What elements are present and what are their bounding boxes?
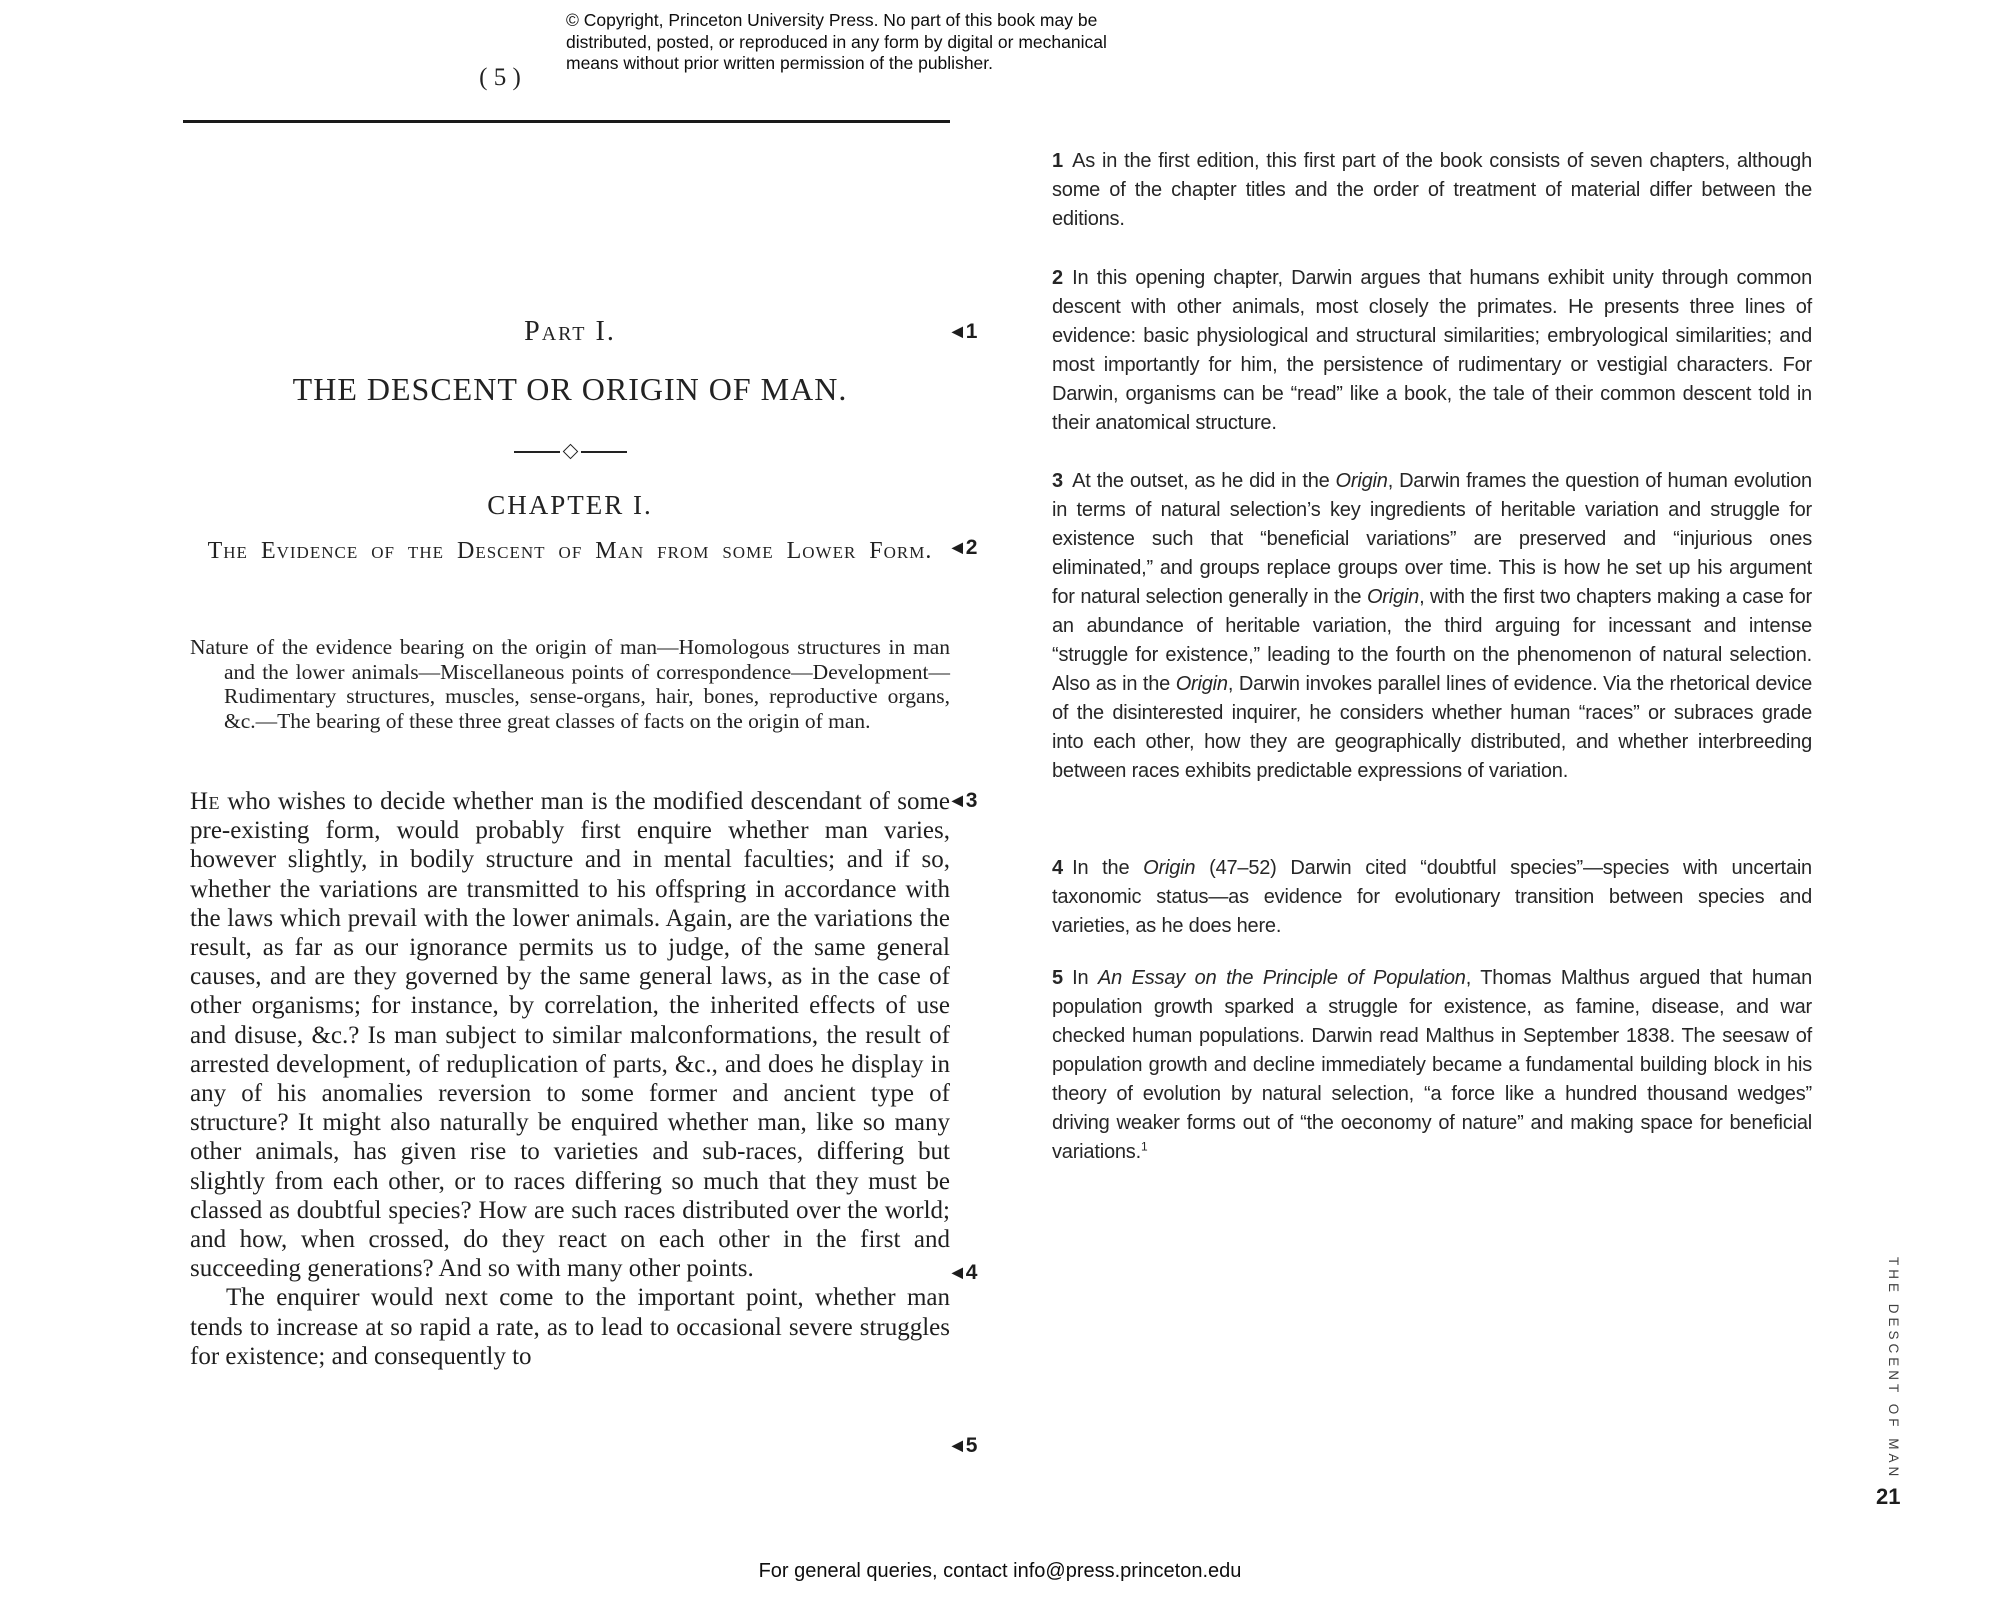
marker-number: 1 xyxy=(965,320,978,343)
annotation-marker-4 xyxy=(952,1261,1022,1285)
copyright-line: © Copyright, Princeton University Press. No part of this book may be xyxy=(566,10,1098,30)
marker-number: 3 xyxy=(965,789,978,812)
copyright-line: distributed, posted, or reproduced in any form by digital or mechanical xyxy=(566,31,1107,52)
divider-line xyxy=(514,451,560,453)
annotations-column xyxy=(1052,0,1812,1600)
body-paragraph-1 xyxy=(190,787,950,1283)
annotation-4 xyxy=(1052,854,1812,941)
annotation-number: 4 xyxy=(1052,857,1064,879)
annotation-1 xyxy=(1052,147,1812,234)
annotation-marker-1 xyxy=(952,320,1022,344)
footer-contact: For general queries, contact info@press.princeton.edu xyxy=(758,1560,1242,1582)
left-triangle-icon: ◀ xyxy=(952,1437,963,1453)
book-text-column xyxy=(190,0,950,1600)
smallcaps-lead: He xyxy=(190,788,221,815)
annotation-marker-2 xyxy=(952,536,1022,560)
chapter-subtitle: The Evidence of the Descent of Man from some Lower Form. xyxy=(207,538,933,564)
annotation-marker-5 xyxy=(952,1434,1022,1458)
left-triangle-icon: ◀ xyxy=(952,539,963,555)
left-triangle-icon: ◀ xyxy=(952,792,963,808)
annotation-number: 1 xyxy=(1052,150,1064,172)
annotation-text: In An Essay on the Principle of Population, Thomas Malthus argued that human population growth sparked a struggle for existence, as famine, disease, and war checked human populations. Darwin read Malthus in September 1838. The seesaw of population growth and decline immediately became a fundamental building block in his theory of evolution by natural selection, “a force like a hundred thousand wedges” driving weaker forms out of “the oeconomy of nature” and making space for beneficial variations.$^1$ xyxy=(1052,967,1812,1163)
original-page-number: ( 5 ) xyxy=(479,64,521,91)
annotation-text: In the Origin (47–52) Darwin cited “doubtful species”—species with uncertain taxonomic status—as evidence for evolutionary transition between species and varieties, as he does here. xyxy=(1052,857,1812,937)
chapter-summary: Nature of the evidence bearing on the origin of man—Homologous structures in man and the lower animals—Miscellaneous points of correspondence—Development—Rudimentary structures, muscles, sense-organs, hair, bones, reproductive organs, &c.—The bearing of these three great classes of facts on the origin of man. xyxy=(190,635,950,733)
annotation-2 xyxy=(1052,264,1812,438)
paragraph-text: who wishes to decide whether man is the modified descendant of some pre-existing form, would probably first enquire whether man varies, however slightly, in bodily structure and in mental faculties; and if so, whether the variations are transmitted to his offspring in accordance with the laws which prevail with the lower animals. Again, are the variations the result, as far as our ignorance permits us to judge, of the same general causes, and are they governed by the same general laws, as in the case of other organisms; for instance, by correlation, the inherited effects of use and disuse, &c.? Is man subject to similar malconformations, the result of arrested development, of reduplication of parts, &c., and does he display in any of his anomalies reversion to some former and ancient type of structure? It might also naturally be enquired whether man, like so many other animals, has given rise to varieties and sub-races, differing but slightly from each other, or to races differing so much that they must be classed as doubtful species? How are such races distributed over the world; and how, when crossed, do they react on each other in the first and succeeding generations? And so with many other points. xyxy=(190,788,950,1283)
annotation-text: As in the first edition, this first part of the book consists of seven chapters, although some of the chapter titles and the order of treatment of material differ between the editions. xyxy=(1052,150,1812,230)
book-title: THE DESCENT OR ORIGIN OF MAN. xyxy=(292,371,848,407)
marker-number: 2 xyxy=(965,536,978,559)
annotation-marker-3 xyxy=(952,789,1022,813)
annotation-text: In this opening chapter, Darwin argues that humans exhibit unity through common descent with other animals, most closely the primates. He presents three lines of evidence: basic physiological and structural similarities; embryological similarities; and most importantly for him, the persistence of rudimentary or vestigial characters. For Darwin, organisms can be “read” like a book, the tale of their common descent told in their anatomical structure. xyxy=(1052,267,1812,434)
copyright-line: means without prior written permission of the publisher. xyxy=(566,53,994,73)
marker-number: 4 xyxy=(965,1261,978,1284)
marker-number: 5 xyxy=(965,1434,978,1457)
diamond-icon xyxy=(562,444,578,460)
annotation-number: 2 xyxy=(1052,267,1064,289)
chapter-body xyxy=(190,787,950,1371)
divider-line xyxy=(581,451,627,453)
left-triangle-icon: ◀ xyxy=(952,323,963,339)
annotation-5 xyxy=(1052,964,1812,1167)
chapter-title: CHAPTER I. xyxy=(487,490,653,520)
annotation-3 xyxy=(1052,467,1812,786)
part-title: Part I. xyxy=(524,316,616,347)
page-number: 21 xyxy=(1876,1484,1901,1509)
annotation-number: 3 xyxy=(1052,470,1064,492)
annotation-text: At the outset, as he did in the Origin, Darwin frames the question of human evolution in terms of natural selection’s key ingredients of heritable variation and struggle for existence such that “beneficial variations” are preserved and “injurious ones eliminated,” and groups replace groups over time. This is how he set up his argument for natural selection generally in the Origin, with the first two chapters making a case for an abundance of heritable variation, the third arguing for incessant and intense “struggle for existence,” leading to the fourth on the phenomenon of natural selection. Also as in the Origin, Darwin invokes parallel lines of evidence. Via the rhetorical device of the disinterested inquirer, he considers whether human “races” or subraces grade into each other, how they are geographically distributed, and whether interbreeding between races exhibits predictable expressions of variation. xyxy=(1052,470,1812,782)
section-divider-ornament xyxy=(190,446,950,457)
paragraph-text: The enquirer would next come to the important point, whether man tends to increase at so rapid a rate, as to lead to occasional severe struggles for existence; and consequently to xyxy=(190,1284,950,1370)
body-paragraph-2 xyxy=(190,1283,950,1371)
annotation-number: 5 xyxy=(1052,967,1064,989)
left-triangle-icon: ◀ xyxy=(952,1264,963,1280)
running-title-vertical: THE DESCENT OF MAN xyxy=(1886,1257,1901,1481)
